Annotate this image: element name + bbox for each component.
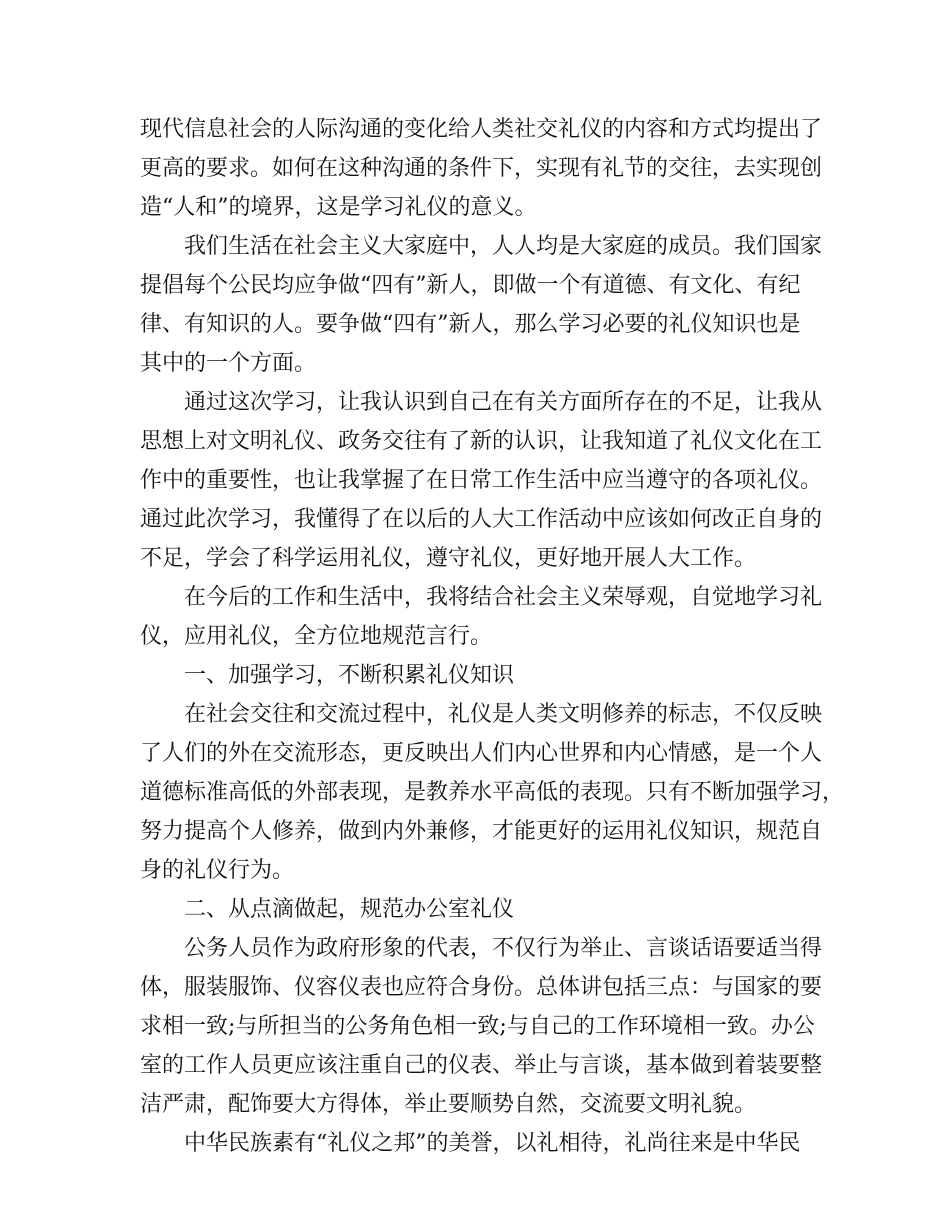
text-line: 通过这次学习，让我认识到自己在有关方面所存在的不足，让我从 (184, 390, 823, 415)
text-line: 了人们的外在交流形态，更反映出人们内心世界和内心情感，是一个人 (140, 741, 823, 766)
text-line: 思想上对文明礼仪、政务交往有了新的认识，让我知道了礼仪文化在工 (140, 429, 823, 454)
text-line: 提倡每个公民均应争做“四有”新人，即做一个有道德、有文化、有纪 (140, 273, 801, 298)
text-line: 二、从点滴做起，规范办公室礼仪 (184, 897, 515, 922)
text-line: 仪，应用礼仪，全方位地规范言行。 (140, 624, 493, 649)
text-line: 作中的重要性，也让我掌握了在日常工作生活中应当遵守的各项礼仪。 (140, 468, 823, 493)
text-line: 中华民族素有“礼仪之邦”的美誉，以礼相待，礼尚往来是中华民 (184, 1131, 801, 1156)
text-line: 通过此次学习，我懂得了在以后的人大工作活动中应该如何改正自身的 (140, 507, 823, 532)
text-line: 道德标准高低的外部表现，是教养水平高低的表现。只有不断加强学习， (140, 780, 845, 805)
text-line: 一、加强学习，不断积累礼仪知识 (184, 663, 515, 688)
text-line: 我们生活在社会主义大家庭中，人人均是大家庭的成员。我们国家 (184, 234, 823, 259)
text-line: 更高的要求。如何在这种沟通的条件下，实现有礼节的交往，去实现创 (140, 156, 823, 181)
text-line: 造“人和”的境界，这是学习礼仪的意义。 (140, 195, 537, 220)
text-line: 现代信息社会的人际沟通的变化给人类社交礼仪的内容和方式均提出了 (140, 117, 823, 142)
text-line: 努力提高个人修养，做到内外兼修，才能更好的运用礼仪知识，规范自 (140, 819, 823, 844)
text-line: 其中的一个方面。 (140, 351, 317, 376)
document-body (140, 110, 845, 1163)
text-line: 公务人员作为政府形象的代表，不仅行为举止、言谈话语要适当得 (184, 936, 823, 961)
text-line: 求相一致;与所担当的公务角色相一致;与自己的工作环境相一致。办公 (140, 1014, 815, 1039)
text-line: 身的礼仪行为。 (140, 858, 295, 883)
text-line: 律、有知识的人。要争做“四有”新人，那么学习必要的礼仪知识也是 (140, 312, 801, 337)
text-line: 室的工作人员更应该注重自己的仪表、举止与言谈，基本做到着装要整 (140, 1053, 823, 1078)
text-line: 不足，学会了科学运用礼仪，遵守礼仪，更好地开展人大工作。 (140, 546, 757, 571)
text-line: 洁严肃，配饰要大方得体，举止要顺势自然，交流要文明礼貌。 (140, 1092, 757, 1117)
text-line: 在今后的工作和生活中，我将结合社会主义荣辱观，自觉地学习礼 (184, 585, 823, 610)
text-line: 体，服装服饰、仪容仪表也应符合身份。总体讲包括三点：与国家的要 (140, 975, 823, 1000)
text-line: 在社会交往和交流过程中，礼仪是人类文明修养的标志，不仅反映 (184, 702, 823, 727)
